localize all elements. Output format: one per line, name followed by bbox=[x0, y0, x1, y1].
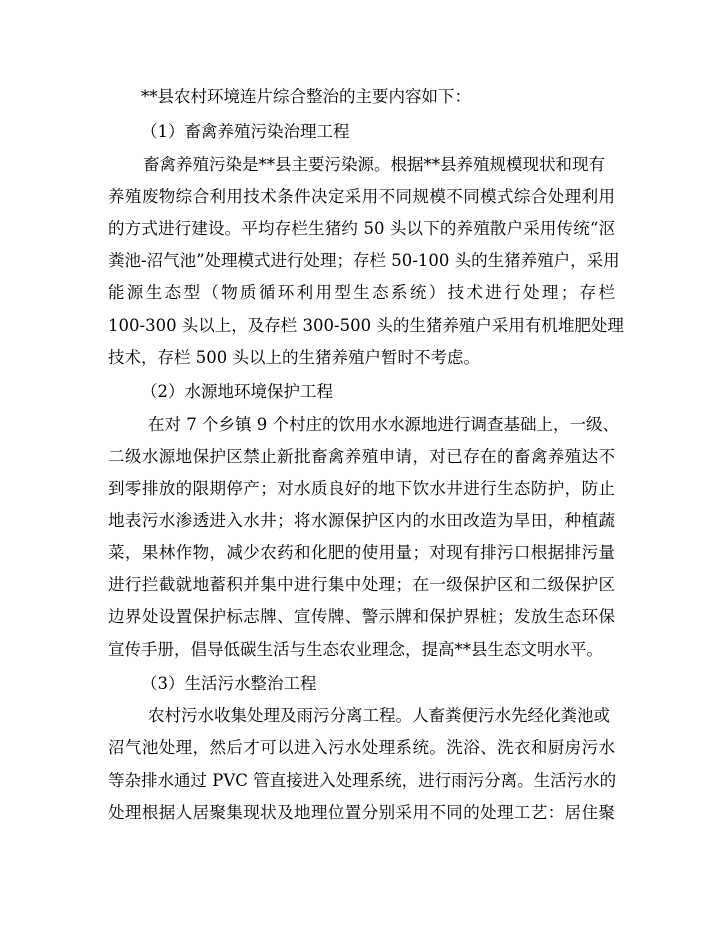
section-2-line-5: 菜，果林作物，减少农药和化肥的使用量；对现有排污口根据排污量 bbox=[108, 543, 615, 562]
section-1-line-1: 畜禽养殖污染是**县主要污染源。根据**县养殖规模现状和现有 bbox=[143, 155, 605, 174]
section-1-line-4: 粪池-沼气池”处理模式进行处理；存栏 50-100 头的生猪养殖户，采用 bbox=[108, 251, 620, 270]
section-3-line-1: 农村污水收集处理及雨污分离工程。人畜粪便污水先经化粪池或 bbox=[148, 706, 610, 725]
section-1-line-7: 技术，存栏 500 头以上的生猪养殖户暂时不考虑。 bbox=[108, 348, 480, 367]
section-2-line-2: 二级水源地保护区禁止新批畜禽养殖申请，对已存在的畜禽养殖达不 bbox=[108, 447, 615, 466]
section-2-line-8: 宣传手册，倡导低碳生活与生态农业理念，提高**县生态文明水平。 bbox=[108, 640, 603, 659]
section-1-line-2: 养殖废物综合利用技术条件决定采用不同规模不同模式综合处理利用 bbox=[108, 187, 615, 206]
section-1-line-3: 的方式进行建设。平均存栏生猪约 50 头以下的养殖散户采用传统“沤 bbox=[108, 219, 615, 238]
section-3-line-4: 处理根据人居聚集现状及地理位置分别采用不同的处理工艺：居住聚 bbox=[108, 803, 615, 822]
section-2-line-6: 进行拦截就地蓄积并集中进行集中处理；在一级保护区和二级保护区 bbox=[108, 575, 615, 594]
section-2-line-1: 在对 7 个乡镇 9 个村庄的饮用水水源地进行调查基础上，一级、 bbox=[148, 415, 619, 434]
section-3-line-2: 沼气池处理，然后才可以进入污水处理系统。洗浴、洗衣和厨房污水 bbox=[108, 738, 615, 757]
section-2-heading: （2）水源地环境保护工程 bbox=[141, 382, 333, 401]
intro-paragraph: **县农村环境连片综合整治的主要内容如下： bbox=[141, 87, 471, 106]
section-2-line-4: 地表污水渗透进入水井；将水源保护区内的水田改造为旱田，种植蔬 bbox=[108, 511, 615, 530]
section-1-line-6: 100-300 头以上，及存栏 300-500 头的生猪养殖户采用有机堆肥处理 bbox=[108, 316, 624, 335]
section-1-line-5: 能源生态型（物质循环利用型生态系统）技术进行处理；存栏 bbox=[108, 283, 615, 302]
section-2-line-7: 边界处设置保护标志牌、宣传牌、警示牌和保护界桩；发放生态环保 bbox=[108, 607, 615, 626]
section-1-heading: （1）畜禽养殖污染治理工程 bbox=[141, 122, 350, 141]
section-2-line-3: 到零排放的限期停产；对水质良好的地下饮水井进行生态防护，防止 bbox=[108, 479, 615, 498]
section-3-line-3: 等杂排水通过 PVC 管直接进入处理系统，进行雨污分离。生活污水的 bbox=[108, 771, 617, 790]
section-3-heading: （3）生活污水整治工程 bbox=[141, 674, 317, 693]
